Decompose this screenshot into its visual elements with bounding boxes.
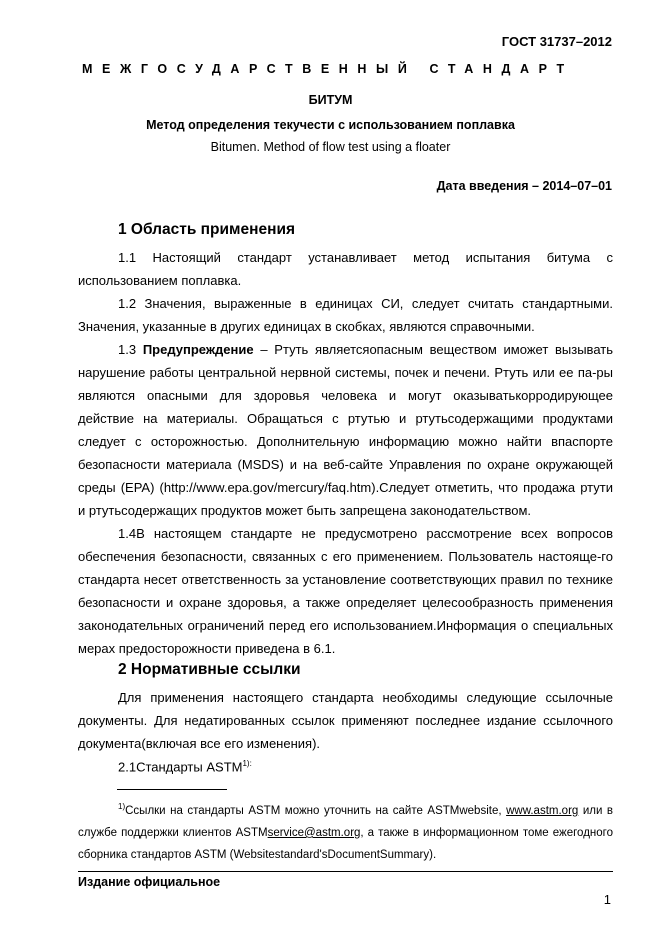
astm-email-link[interactable]: service@astm.org xyxy=(267,826,361,839)
footnote-ref: 1): xyxy=(242,759,252,768)
english-title: Bitumen. Method of flow test using a floater xyxy=(210,140,451,154)
paragraph-1-3-number: 1.3 xyxy=(118,342,143,357)
footnote-text-c: , а также в информационном томе ежегодного сборника стандартов ASTM (Websitestandard'sDocumentSummary). xyxy=(78,826,613,861)
section-1-heading: 1 Область применения xyxy=(118,221,296,238)
section-2-heading: 2 Нормативные ссылки xyxy=(118,661,301,678)
astm-website-link[interactable]: www.astm.org xyxy=(506,804,579,817)
footnote xyxy=(78,796,613,866)
warning-label: Предупреждение xyxy=(142,342,254,357)
page-number: 1 xyxy=(603,892,611,907)
paragraph-1-4: 1.4В настоящем стандарте не предусмотрено рассмотрение всех вопросов обеспечения безопасности, связанных с его применением. Пользователь настояще-го стандарта несет ответственность за установление соответствующих правил по технике безопасности и охране здоровья, а также определяет целесообразность применения законодательных ограничений перед его использованием.Информация о специальных мерах предосторожности приведена в 6.1. xyxy=(78,526,613,656)
paragraph-1-3 xyxy=(78,338,613,522)
paragraph-1-1: 1.1 Настоящий стандарт устанавливает метод испытания битума с использованием поплавка. xyxy=(78,250,613,288)
document-code: ГОСТ 31737–2012 xyxy=(501,34,612,49)
paragraph-1-2: 1.2 Значения, выраженные в единицах СИ, следует считать стандартными. Значения, указанные в других единицах в скобках, являются справочными. xyxy=(78,296,613,334)
astm-standards-label: 2.1Стандарты ASTM xyxy=(118,759,243,775)
effective-date: Дата введения – 2014–07–01 xyxy=(436,179,612,193)
document-title: БИТУМ xyxy=(308,93,353,107)
paragraph-2: Для применения настоящего стандарта необходимы следующие ссылочные документы. Для недатированных ссылок применяют последнее издание ссылочного документа(включая все его изменения). xyxy=(78,690,613,751)
paragraph-2-1 xyxy=(118,759,252,774)
official-edition-label: Издание официальное xyxy=(78,875,221,889)
document-subtitle: Метод определения текучести с использованием поплавка xyxy=(146,118,515,132)
footnote-text-b: или в службе поддержки клиентов ASTM xyxy=(78,804,614,839)
interstate-standard-label: МЕЖГОСУДАРСТВЕННЫЙ СТАНДАРТ xyxy=(82,62,574,76)
paragraph-1-3-text: – Ртуть являетсяопасным веществом иможет вызывать нарушение работы центральной нервной системы, почек и печени. Ртуть или ее па-ры являются опасными для здоровья человека и могут оказыватькорродирующее действие на материалы. Обращаться с ртутью и ртутьсодержащими продуктами следует с осторожностью. Дополнительную информацию можно найти впаспорте безопасности материала (MSDS) и на веб-сайте Управления по охране окружающей среды (EPA) (http://www.epa.gov/mercury/faq.htm).Следует отметить, что продажа ртути и ртутьсодержащих продуктов может быть запрещена законодательством. xyxy=(78,342,613,518)
footnote-marker: 1) xyxy=(118,802,126,811)
footnote-text-a: Ссылки на стандарты ASTM можно уточнить на сайте ASTMwebsite, xyxy=(125,804,507,817)
footer-divider xyxy=(78,871,613,872)
footnote-divider xyxy=(117,789,227,790)
